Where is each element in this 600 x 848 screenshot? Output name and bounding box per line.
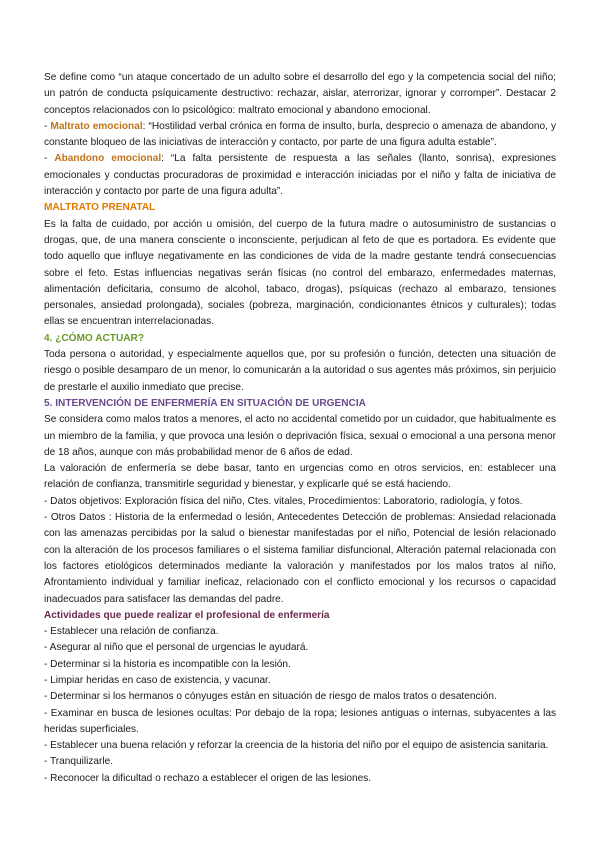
intro-paragraph: Se define como “un ataque concertado de un adulto sobre el desarrollo del ego y la competencia social del niño; un patrón de conducta psíquicamente destructivo: rechazar, aislar, aterrorizar, ignorar y corromper”. Destacar 2 conceptos relacionados con lo psicológico: maltrato emocional y abandono emocional.	[44, 72, 556, 116]
datos-objetivos-paragraph: - Datos objetivos: Exploración física del niño, Ctes. vitales, Procedimientos: Laboratorio, radiología, y fotos.	[44, 495, 523, 507]
list-item: - Asegurar al niño que el personal de urgencias le ayudará.	[44, 642, 309, 654]
como-actuar-heading: 4. ¿CÓMO ACTUAR?	[44, 332, 144, 344]
maltrato-emocional-term: Maltrato emocional	[50, 120, 143, 132]
maltrato-emocional-text: : “Hostilidad verbal crónica en forma de insulto, burla, desprecio o amenaza de abandono, y constante bloqueo de las iniciativas de interacción y contacto, por parte de una figura adulta estable”.	[44, 120, 556, 149]
list-item: - Reconocer la dificultad o rechazo a establecer el origen de las lesiones.	[44, 772, 372, 784]
list-item: - Determinar si los hermanos o cónyuges están en situación de riesgo de malos tratos o desatención.	[44, 691, 497, 703]
list-item: - Determinar si la historia es incompatible con la lesión.	[44, 658, 291, 670]
otros-datos-paragraph: - Otros Datos : Historia de la enfermedad o lesión, Antecedentes Detección de problemas: Ansiedad relacionada con las amenazas percibidas por la salud o bienestar manifestadas por el niño, Potencial de lesión relacionado con la alteración de los procesos familiares o el sistema familiar disfuncional, Alteración paternal relacionada con los factores etiológicos determinados mediante la valoración y manifestados por los malos tratos al niño, Afrontamiento individual y familiar ineficaz, relacionado con el conflicto emocional y los recursos o capacidad inadecuados para satisfacer las demandas del padre.	[44, 512, 556, 605]
intervencion-heading: 5. INTERVENCIÓN DE ENFERMERÍA EN SITUACIÓN DE URGENCIA	[44, 397, 366, 409]
maltrato-emocional-prefix: -	[44, 120, 51, 132]
maltrato-prenatal-heading: MALTRATO PRENATAL	[44, 202, 156, 214]
list-item: - Tranquilizarle.	[44, 756, 113, 768]
list-item: - Examinar en busca de lesiones ocultas: Por debajo de la ropa; lesiones antiguas o internas, subyacentes a las heridas superficiales.	[44, 707, 556, 735]
list-item: - Establecer una relación de confianza.	[44, 626, 219, 638]
abandono-emocional-paragraph	[44, 151, 556, 200]
maltrato-prenatal-paragraph: Es la falta de cuidado, por acción u omisión, del cuerpo de la futura madre o autosuministro de sustancias o drogas, que, de una manera consciente o inconsciente, perjudican al feto de que es portadora. Es evidente que todo aquello que influye negativamente en las condiciones de vida de la madre gestante tendrá consecuencias sobre el feto. Estas influencias negativas serán físicas (no control del embarazo, enfermedades maternas, alimentación deficitaria, consumo de alcohol, tabaco, drogas), psíquicas (rechazo al embarazo, tensiones personales, ansiedad prolongada), sociales (pobreza, marginación, condicionantes étnicos y culturales); todas ellas se encuentran interrelacionadas.	[44, 218, 556, 328]
actividades-heading: Actividades que puede realizar el profesional de enfermería	[44, 609, 330, 621]
list-item: - Limpiar heridas en caso de existencia, y vacunar.	[44, 674, 271, 686]
maltrato-emocional-paragraph	[44, 119, 556, 152]
abandono-emocional-term: Abandono emocional	[54, 153, 162, 165]
abandono-emocional-text: : “La falta persistente de respuesta a las señales (llanto, sonrisa), expresiones emocionales y conductas procuradoras de proximidad e interacción iniciadas por el niño y falta de iniciativa de interacción y contacto por parte de una figura adulta”.	[44, 153, 557, 198]
abandono-emocional-prefix: -	[44, 153, 55, 165]
intervencion-paragraph-2: La valoración de enfermería se debe basar, tanto en urgencias como en otros servicios, en: establecer una relación de confianza, transmitirle seguridad y bienestar, y explicarle qué se está haciendo.	[44, 463, 556, 491]
como-actuar-paragraph: Toda persona o autoridad, y especialmente aquellos que, por su profesión o función, detecten una situación de riesgo o posible desamparo de un menor, lo comunicarán a la autoridad o sus agentes más próximos, sin perjuicio de prestarle el auxilio inmediato que precise.	[44, 349, 556, 393]
intervencion-paragraph-1: Se considera como malos tratos a menores, el acto no accidental cometido por un cuidador, que habitualmente es un miembro de la familia, y que provoca una lesión o deprivación física, sexual o emocional a una persona menor de 18 años, aunque con más probabilidad menor de 6 años de edad.	[44, 414, 556, 458]
list-item: - Establecer una buena relación y reforzar la creencia de la historia del niño por el equipo de asistencia sanitaria.	[44, 740, 549, 752]
actividades-list	[44, 624, 556, 787]
